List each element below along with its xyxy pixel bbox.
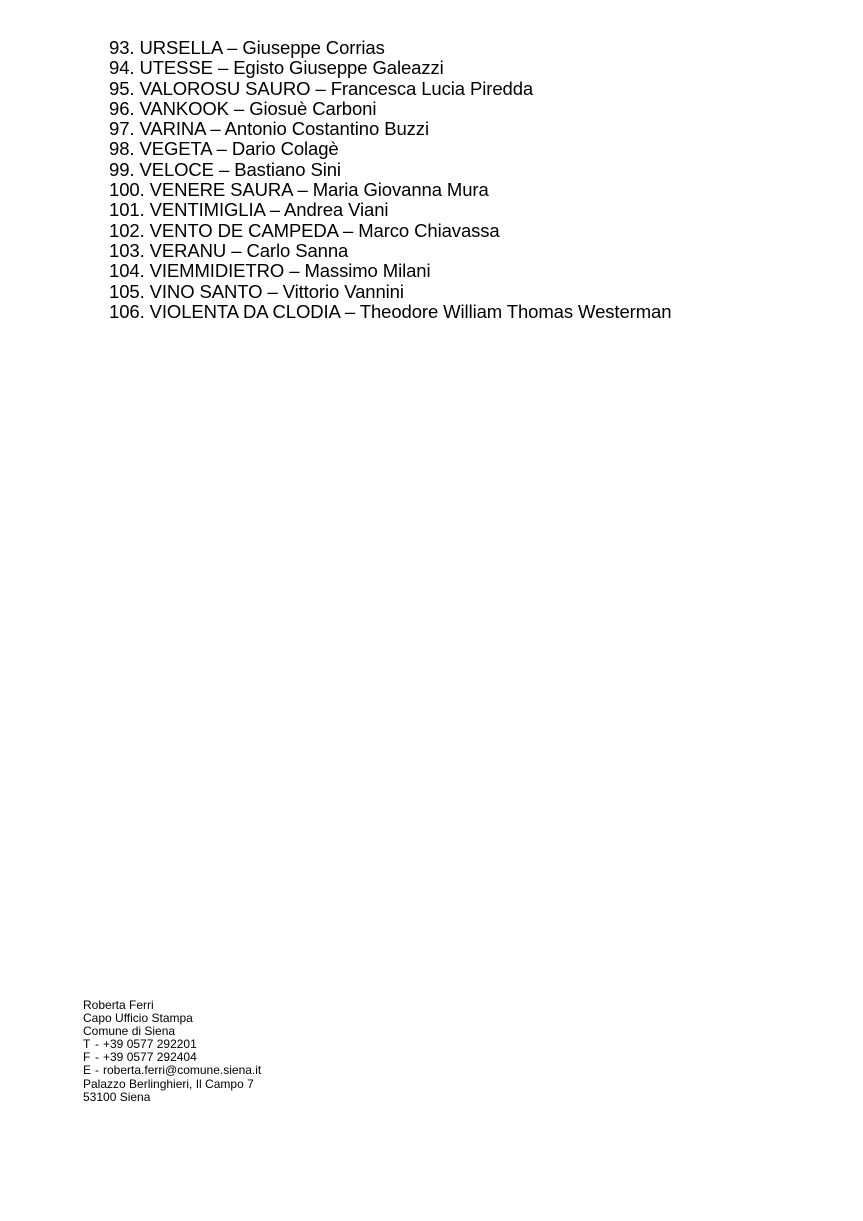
entry-person: Massimo Milani [304, 260, 431, 282]
email-label: E [83, 1063, 92, 1078]
entry-number: 102. [109, 219, 145, 241]
entry-number: 99. [109, 158, 135, 180]
entry-name: VENTO DE CAMPEDA [149, 219, 338, 241]
entry-number: 106. [109, 300, 145, 322]
contact-separator: - [95, 1037, 99, 1052]
entry-name: VERANU [149, 239, 227, 261]
contact-separator: - [95, 1063, 99, 1078]
entry-separator: – [269, 199, 280, 221]
entry-number: 97. [109, 118, 135, 140]
entry-separator: – [267, 280, 278, 302]
entry-name: VENERE SAURA [149, 179, 293, 201]
entry-separator: – [344, 300, 356, 322]
list-item [109, 241, 671, 261]
contact-office: Comune di Siena [83, 1024, 176, 1039]
contact-city: 53100 Siena [83, 1089, 151, 1104]
entry-separator: – [231, 239, 242, 261]
entry-separator: – [217, 57, 229, 79]
phone-label: T [83, 1037, 91, 1052]
contact-name: Roberta Ferri [83, 998, 154, 1012]
list-item [109, 302, 671, 322]
entry-person: Bastiano Sini [234, 158, 341, 180]
list-item [109, 38, 671, 58]
list-item [109, 200, 671, 220]
entry-person: Vittorio Vannini [282, 280, 404, 302]
entry-number: 93. [109, 37, 135, 58]
list-item [109, 180, 671, 200]
entry-number: 95. [109, 77, 135, 99]
contact-separator: - [95, 1050, 99, 1065]
entry-person: Andrea Viani [284, 199, 389, 221]
entry-name: VEGETA [139, 138, 212, 160]
entry-name: VIEMMIDIETRO [149, 260, 285, 282]
entry-name: VALOROSU SAURO [139, 77, 311, 99]
contact-role: Capo Ufficio Stampa [83, 1011, 193, 1026]
list-item [109, 58, 671, 78]
entry-list [109, 38, 671, 322]
list-item [109, 221, 671, 241]
entry-person: Francesca Lucia Piredda [330, 77, 534, 99]
entry-separator: – [218, 158, 230, 180]
list-item [109, 79, 671, 99]
entry-name: VIOLENTA DA CLODIA [149, 300, 340, 322]
entry-separator: – [297, 179, 308, 201]
entry-person: Theodore William Thomas Westerman [359, 300, 672, 322]
entry-number: 101. [109, 199, 145, 221]
entry-name: VANKOOK [139, 97, 229, 119]
entry-separator: – [216, 138, 227, 160]
email-address[interactable]: roberta.ferri@comune.siena.it [103, 1063, 262, 1078]
entry-separator: – [210, 118, 221, 140]
fax-number: +39 0577 292404 [103, 1050, 197, 1065]
entry-person: Giosuè Carboni [249, 97, 377, 119]
entry-number: 96. [109, 97, 135, 119]
contact-footer [83, 999, 261, 1104]
entry-person: Antonio Costantino Buzzi [224, 118, 429, 140]
entry-number: 100. [109, 179, 145, 201]
entry-person: Marco Chiavassa [358, 219, 500, 241]
entry-number: 94. [109, 57, 135, 79]
contact-address: Palazzo Berlinghieri, Il Campo 7 [83, 1076, 254, 1091]
entry-number: 103. [109, 239, 145, 261]
contact-email-line [83, 1064, 261, 1077]
entry-name: URSELLA [139, 37, 223, 58]
entry-name: VINO SANTO [149, 280, 263, 302]
list-item [109, 261, 671, 281]
entry-name: VENTIMIGLIA [149, 199, 265, 221]
list-item [109, 160, 671, 180]
entry-name: VARINA [139, 118, 206, 140]
entry-separator: – [342, 219, 354, 241]
entry-separator: – [233, 97, 245, 119]
entry-separator: – [227, 37, 238, 58]
list-item [109, 282, 671, 302]
entry-name: UTESSE [139, 57, 213, 79]
entry-person: Carlo Sanna [246, 239, 349, 261]
phone-number[interactable]: +39 0577 292201 [103, 1037, 197, 1052]
entry-person: Maria Giovanna Mura [312, 179, 489, 201]
list-item [109, 119, 671, 139]
entry-separator: – [289, 260, 300, 282]
entry-person: Egisto Giuseppe Galeazzi [233, 57, 444, 79]
fax-label: F [83, 1050, 91, 1065]
entry-number: 104. [109, 260, 145, 282]
entry-name: VELOCE [139, 158, 214, 180]
entry-number: 105. [109, 280, 145, 302]
entry-person: Dario Colagè [231, 138, 339, 160]
entry-number: 98. [109, 138, 135, 160]
list-item [109, 139, 671, 159]
list-item [109, 99, 671, 119]
entry-person: Giuseppe Corrias [242, 37, 385, 58]
entry-separator: – [315, 77, 326, 99]
